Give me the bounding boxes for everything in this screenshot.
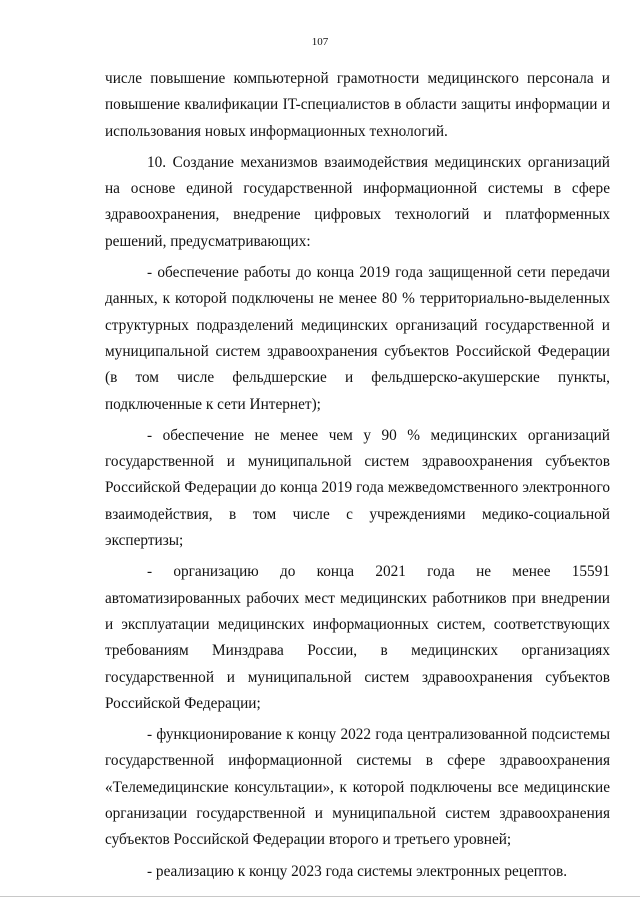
list-item-e-prescriptions: - реализацию к концу 2023 года системы электронных рецептов. xyxy=(147,862,568,880)
paragraph-continuation: числе повышение компьютерной грамотности медицинского персонала и повышение квалификации IT-специалистов в области защиты информации и использования новых информационных технологий. xyxy=(105,70,610,140)
list-item-telemedicine: - функционирование к концу 2022 года централизованной подсистемы государственной информационной системы в сфере здравоохранения «Телемедицинские консультации», к которой подключены все медицинские организации государственной и муниципальной систем здравоохранения субъектов Российской Федерации второго и третьего уровней; xyxy=(105,726,610,849)
page-bottom-edge xyxy=(0,896,640,897)
paragraph-section-10: 10. Создание механизмов взаимодействия медицинских организаций на основе единой государственной информационной системы в сфере здравоохранения, внедрение цифровых технологий и платформенных решений, предусматривающих: xyxy=(105,153,610,250)
page-number: 107 xyxy=(311,36,329,48)
document-body xyxy=(105,66,610,890)
list-item-network: - обеспечение работы до конца 2019 года защищенной сети передачи данных, к которой подключены не менее 80 % территориально-выделенных структурных подразделений медицинских организаций государственной и муниципальной систем здравоохранения субъектов Российской Федерации (в том числе фельдшерские и фельдшерско-акушерские пункты, подключенные к сети Интернет); xyxy=(105,264,610,413)
list-item-workstations: - организацию до конца 2021 года не менее 15591 автоматизированных рабочих мест медицинских работников при внедрении и эксплуатации медицинских информационных систем, соответствующих требованиям Минздрава России, в медицинских организациях государственной и муниципальной систем здравоохранения субъектов Российской Федерации; xyxy=(105,563,610,712)
list-item-interagency: - обеспечение не менее чем у 90 % медицинских организаций государственной и муниципальной систем здравоохранения субъектов Российской Федерации до конца 2019 года межведомственного электронного взаимодействия, в том числе с учреждениями медико-социальной экспертизы; xyxy=(105,426,610,550)
